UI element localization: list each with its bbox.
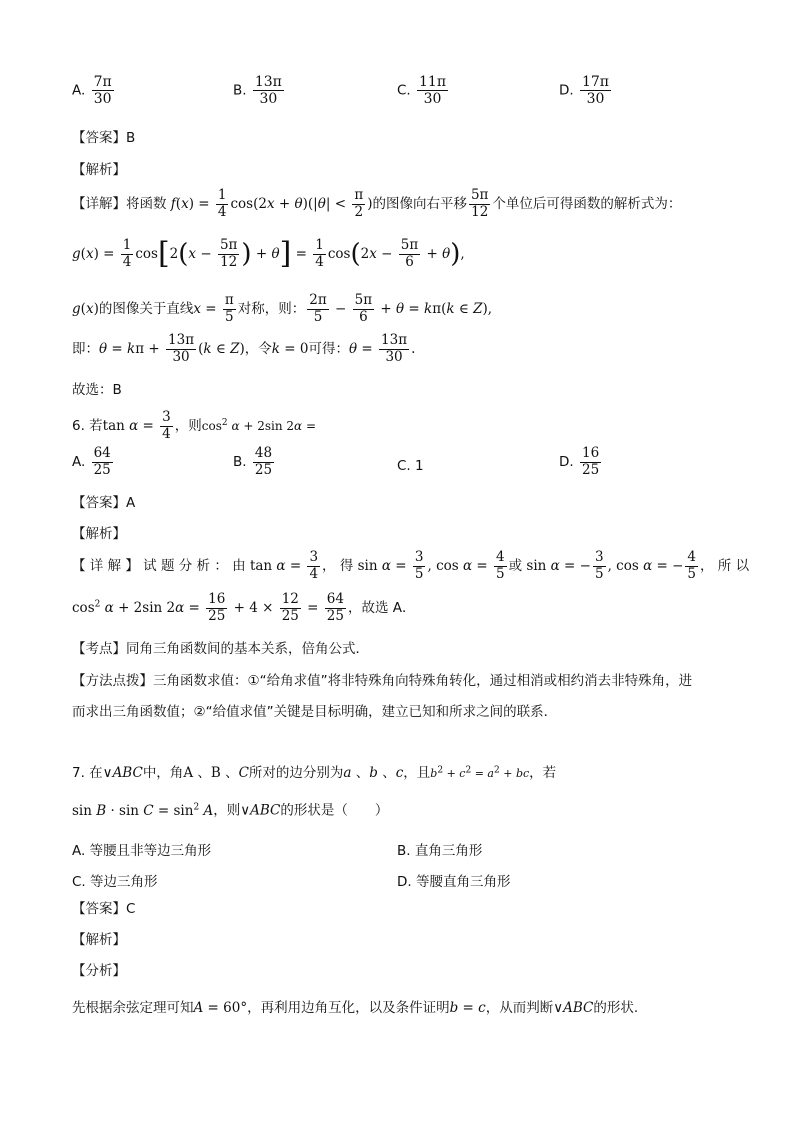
q7-stem-line1: 7. 在∨ABC中，角A 、B 、C所对的边分别为a 、b 、c，且$b^2 + c^2 = a^2$ + bc，若 bbox=[72, 765, 557, 781]
q5-detail-line1: 【详解】将函数 f(x) = $\frac{1}{4}$ cos(2x + θ)(|θ| < $\frac{\pi}{2}$ )的图像向右平移 $\frac{5\pi}{12}$ 个单位后可得函数的解析式为： bbox=[72, 187, 682, 220]
q7-stem-line2: $\sin B \cdot \sin C = \sin^2 A$，则∨ABC的形状是（ ） bbox=[72, 802, 389, 819]
analysis-label: 【解析】 bbox=[72, 526, 126, 542]
q5-select: 故选：B bbox=[72, 382, 122, 398]
answer-label: 【答案】B bbox=[72, 130, 136, 146]
q5-symmetry-line: g(x)的图像关于直线x = $\frac{\pi}{5}$ 对称，则： $\frac{2\pi}{5}$ − $\frac{5\pi}{6}$ + θ = kπ(k ∈ Z), bbox=[72, 292, 493, 325]
q7-option-d: D. 等腰直角三角形 bbox=[397, 874, 511, 890]
analysis-label: 【解析】 bbox=[72, 932, 126, 948]
q6-option-a: A. $\frac{64}{25}$ bbox=[72, 445, 111, 478]
q6-detail-line1: 【 详 解 】 试 题 分 析 ： 由 tan α = $\frac{3}{4}$ ， 得 sin α = $\frac{3}{5}$ , cos α = $\frac{4}{5}$ 或 sin α = − $\frac{3}{5}$ , cos α = − $\frac{4}{5}$ ， 所 以 bbox=[72, 549, 750, 582]
q7-option-c: C. 等边三角形 bbox=[72, 874, 158, 890]
q7-option-b: B. 直角三角形 bbox=[397, 843, 483, 859]
q7-analysis-text: 先根据余弦定理可知A = 60°，再利用边角互化，以及条件证明b = c，从而判断∨ABC的形状. bbox=[72, 1000, 639, 1016]
q5-option-a: A. $\frac{7\pi}{30}$ bbox=[72, 74, 112, 108]
fraction: $\frac{7\pi}{30}$ bbox=[93, 74, 112, 108]
fraction: $\frac{13\pi}{30}$ bbox=[254, 74, 282, 108]
q6-option-b: B. $\frac{48}{25}$ bbox=[233, 445, 273, 478]
analysis-label: 【解析】 bbox=[72, 162, 126, 178]
answer-label: 【答案】A bbox=[72, 495, 136, 511]
q5-option-d: D. $\frac{17\pi}{30}$ bbox=[559, 74, 609, 108]
q6-option-d: D. $\frac{16}{25}$ bbox=[559, 445, 600, 478]
q6-stem: 6. 若tan α = $\frac{3}{4}$ ，则$\cos^2 \alpha + 2\sin$ 2α = bbox=[72, 409, 317, 442]
q6-method-line2: 而求出三角函数值；②“给值求值”关键是目标明确，建立已知和所求之间的联系． bbox=[72, 704, 558, 720]
q5-option-c: C. $\frac{11\pi}{30}$ bbox=[397, 74, 447, 108]
q5-option-b: B. $\frac{13\pi}{30}$ bbox=[233, 74, 282, 108]
q6-method-line1: 【方法点拨】三角函数求值：①“给角求值”将非特殊角向特殊角转化，通过相消或相约消去非特殊角，进 bbox=[72, 673, 693, 689]
q6-detail-line2: $\cos^2 \alpha + 2\sin$ 2α = $\frac{16}{25}$ + 4 × $\frac{12}{25}$ = $\frac{64}{25}$ ，故选 A． bbox=[72, 591, 416, 624]
fraction: $\frac{17\pi}{30}$ bbox=[581, 74, 609, 108]
q5-gx-formula: g(x) = $\frac{1}{4}$ cos[2(x − $\frac{5\pi}{12}$ ) + θ] = $\frac{1}{4}$ cos(2x − $\frac{5\pi}{6}$ + θ), bbox=[72, 236, 465, 272]
fraction: $\frac{11\pi}{30}$ bbox=[419, 74, 447, 108]
q5-result-line: 即：θ = kπ + $\frac{13\pi}{30}$ (k ∈ Z)，令k = 0可得：θ = $\frac{13\pi}{30}$ . bbox=[72, 332, 416, 365]
q7-option-a: A. 等腰且非等边三角形 bbox=[72, 843, 212, 859]
q6-kaodian: 【考点】同角三角函数间的基本关系，倍角公式． bbox=[72, 641, 369, 657]
q6-option-c: C. 1 bbox=[397, 458, 424, 474]
answer-label: 【答案】C bbox=[72, 901, 136, 917]
fenxi-label: 【分析】 bbox=[72, 963, 126, 979]
